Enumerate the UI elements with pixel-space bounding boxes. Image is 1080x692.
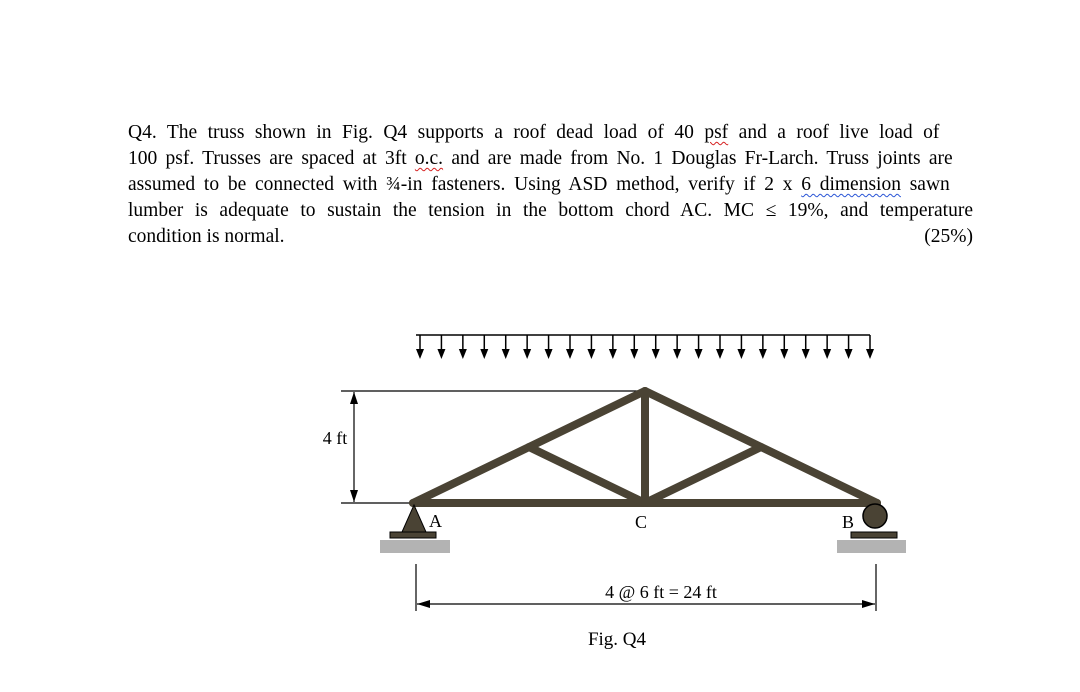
- joint-label-c: C: [634, 512, 648, 532]
- question-line-4: lumber is adequate to sustain the tension in the bottom chord AC. MC ≤ 19%, and temperature: [128, 200, 973, 221]
- web-right: [645, 447, 761, 503]
- load-arrow-head: [716, 349, 724, 359]
- load-arrow-head: [630, 349, 638, 359]
- height-label: 4 ft: [322, 428, 348, 448]
- load-arrow-head: [609, 349, 617, 359]
- line-2-text-b: and are made from No. 1 Douglas Fr-Larch. Truss joints are: [443, 148, 953, 169]
- ground-a: [380, 540, 450, 553]
- joint-label-a: A: [429, 511, 442, 531]
- line-3-text-a: assumed to be connected with ¾-in fasteners. Using ASD method, verify if 2 x: [128, 174, 802, 195]
- line-1-text-b: and a roof live load of: [728, 122, 940, 143]
- web-left: [529, 447, 645, 503]
- pin-base: [390, 532, 436, 538]
- load-arrow-head: [823, 349, 831, 359]
- load-arrow-head: [566, 349, 574, 359]
- span-dimension: [416, 564, 876, 611]
- load-arrow-head: [416, 349, 424, 359]
- load-arrow-head: [437, 349, 445, 359]
- ground-b: [837, 540, 906, 553]
- spellcheck-psf: psf: [704, 122, 729, 143]
- load-arrow-head: [480, 349, 488, 359]
- load-arrow-head: [780, 349, 788, 359]
- load-arrow-head: [523, 349, 531, 359]
- load-arrow-head: [652, 349, 660, 359]
- load-arrow-head: [759, 349, 767, 359]
- line-2-text-a: 100 psf. Trusses are spaced at 3ft: [128, 148, 415, 169]
- load-arrow-head: [695, 349, 703, 359]
- roller-circle: [863, 504, 887, 528]
- roller-base: [851, 532, 897, 538]
- figure-caption: Fig. Q4: [587, 629, 647, 650]
- grammar-check-dimension: 6 dimension: [801, 174, 901, 195]
- line-5-text: condition is normal.: [128, 226, 285, 247]
- load-arrow-head: [545, 349, 553, 359]
- load-arrow-head: [802, 349, 810, 359]
- load-arrow-head: [673, 349, 681, 359]
- height-arrow-bottom: [350, 490, 358, 502]
- span-label: 4 @ 6 ft = 24 ft: [605, 582, 717, 602]
- line-1-text-a: Q4. The truss shown in Fig. Q4 supports a roof dead load of 40: [128, 122, 705, 143]
- span-arrow-right: [862, 600, 875, 608]
- score-label: (25%): [924, 226, 973, 247]
- joint-label-b: B: [841, 512, 855, 532]
- spellcheck-oc: o.c.: [414, 148, 444, 169]
- truss-members: [413, 391, 877, 503]
- height-dimension: [323, 391, 644, 503]
- load-arrow-head: [845, 349, 853, 359]
- distributed-load: [416, 335, 874, 359]
- load-arrow-head: [587, 349, 595, 359]
- load-arrow-head: [866, 349, 874, 359]
- line-3-text-b: sawn: [900, 174, 950, 195]
- span-arrow-left: [417, 600, 430, 608]
- load-arrow-head: [737, 349, 745, 359]
- height-arrow-top: [350, 392, 358, 404]
- load-arrow-head: [459, 349, 467, 359]
- load-arrow-head: [502, 349, 510, 359]
- pin-triangle: [402, 505, 426, 532]
